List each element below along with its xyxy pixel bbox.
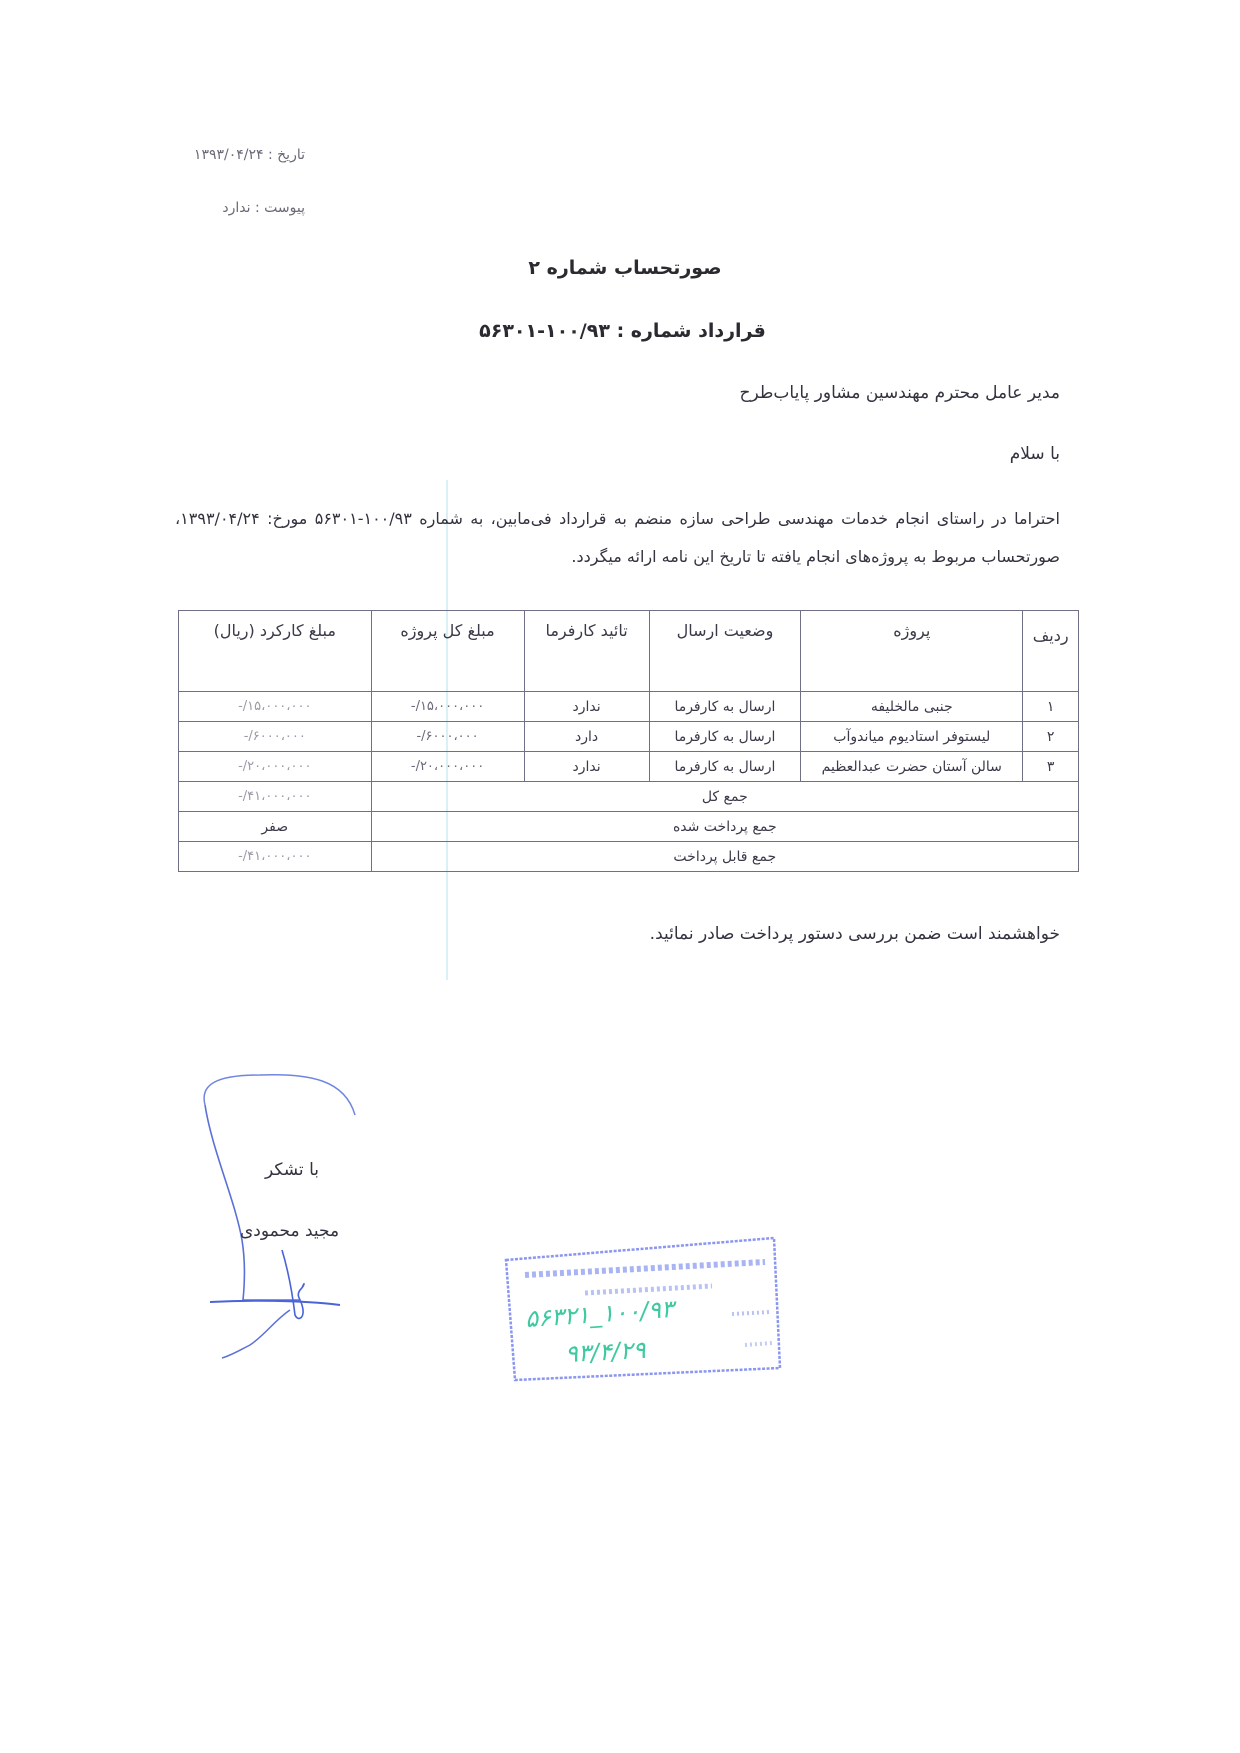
cell-work-amount: ۱۵،۰۰۰،۰۰۰/- (179, 692, 372, 722)
closing-request: خواهشمند است ضمن بررسی دستور پرداخت صادر نمائید. (649, 924, 1060, 944)
body-paragraph: احتراما در راستای انجام خدمات مهندسی طراحی سازه منضم به قرارداد فی‌مابین، به شماره ۱۰۰/۹۳-۵۶۳۰۱ مورخ: ۱۳۹۳/۰۴/۲۴، صورتحساب مربوط به پروژه‌های انجام یافته تا تاریخ این نامه ارائه میگردد. (175, 509, 1060, 566)
stamp-date-label (745, 1343, 772, 1345)
cell-approval: ندارد (524, 692, 649, 722)
summary-value: ۴۱،۰۰۰،۰۰۰/- (179, 842, 372, 872)
signature-stroke-loop (282, 1250, 304, 1318)
header-work-amount: مبلغ کارکرد (ریال) (179, 611, 372, 692)
summary-label: جمع پرداخت شده (371, 812, 1078, 842)
invoice-title: صورتحساب شماره ۲ (528, 257, 722, 279)
letter-date: تاریخ : ۱۳۹۳/۰۴/۲۴ (193, 147, 305, 163)
header-employer-approval: تائید کارفرما (524, 611, 649, 692)
cell-approval: ندارد (524, 752, 649, 782)
stamp-handwritten-number: ۱۰۰/۹۳_۵۶۳۲۱ (524, 1294, 675, 1334)
summary-value: صفر (179, 812, 372, 842)
stamp-number-label (732, 1312, 770, 1314)
signature-stroke-underline (210, 1301, 340, 1305)
thanks-note: با تشکر (265, 1160, 319, 1180)
signature-stroke-left (205, 1105, 300, 1300)
greeting: با سلام (1009, 444, 1060, 464)
cell-approval: دارد (524, 722, 649, 752)
cell-project-total: ۶۰۰۰،۰۰۰/- (371, 722, 524, 752)
cell-project: لیستوفر استادیوم میاندوآب (801, 722, 1023, 752)
cell-status: ارسال به کارفرما (649, 692, 801, 722)
summary-value: ۴۱،۰۰۰،۰۰۰/- (179, 782, 372, 812)
summary-label: جمع قابل پرداخت (371, 842, 1078, 872)
addressee: مدیر عامل محترم مهندسین مشاور پایاب‌طرح (739, 383, 1060, 403)
header-project-total: مبلغ کل پروژه (371, 611, 524, 692)
signature-stroke-tail (222, 1310, 290, 1358)
stamp-printed-subheading (585, 1286, 712, 1293)
signature-stroke-top (204, 1075, 355, 1115)
contract-number: قرارداد شماره : ۱۰۰/۹۳-۵۶۳۰۱ (479, 320, 766, 342)
cell-row-number: ۳ (1023, 752, 1079, 782)
summary-label: جمع کل (371, 782, 1078, 812)
cell-work-amount: ۲۰،۰۰۰،۰۰۰/- (179, 752, 372, 782)
header-project: پروژه (801, 611, 1023, 692)
cell-status: ارسال به کارفرما (649, 752, 801, 782)
stamp-printed-heading (525, 1262, 765, 1275)
signer-name: مجید محمودی (240, 1221, 340, 1241)
cell-project: سالن آستان حضرت عبدالعظیم (801, 752, 1023, 782)
header-row-number: ردیف (1023, 611, 1079, 692)
cell-row-number: ۲ (1023, 722, 1079, 752)
cell-work-amount: ۶۰۰۰،۰۰۰/- (179, 722, 372, 752)
attachment-note: پیوست : ندارد (222, 200, 305, 216)
cell-project-total: ۲۰،۰۰۰،۰۰۰/- (371, 752, 524, 782)
cell-status: ارسال به کارفرما (649, 722, 801, 752)
header-send-status: وضعیت ارسال (649, 611, 801, 692)
stamp-handwritten-date: ۹۳/۴/۲۹ (564, 1335, 647, 1369)
cell-project-total: ۱۵،۰۰۰،۰۰۰/- (371, 692, 524, 722)
cell-project: جنبی مالخلیفه (801, 692, 1023, 722)
cell-row-number: ۱ (1023, 692, 1079, 722)
